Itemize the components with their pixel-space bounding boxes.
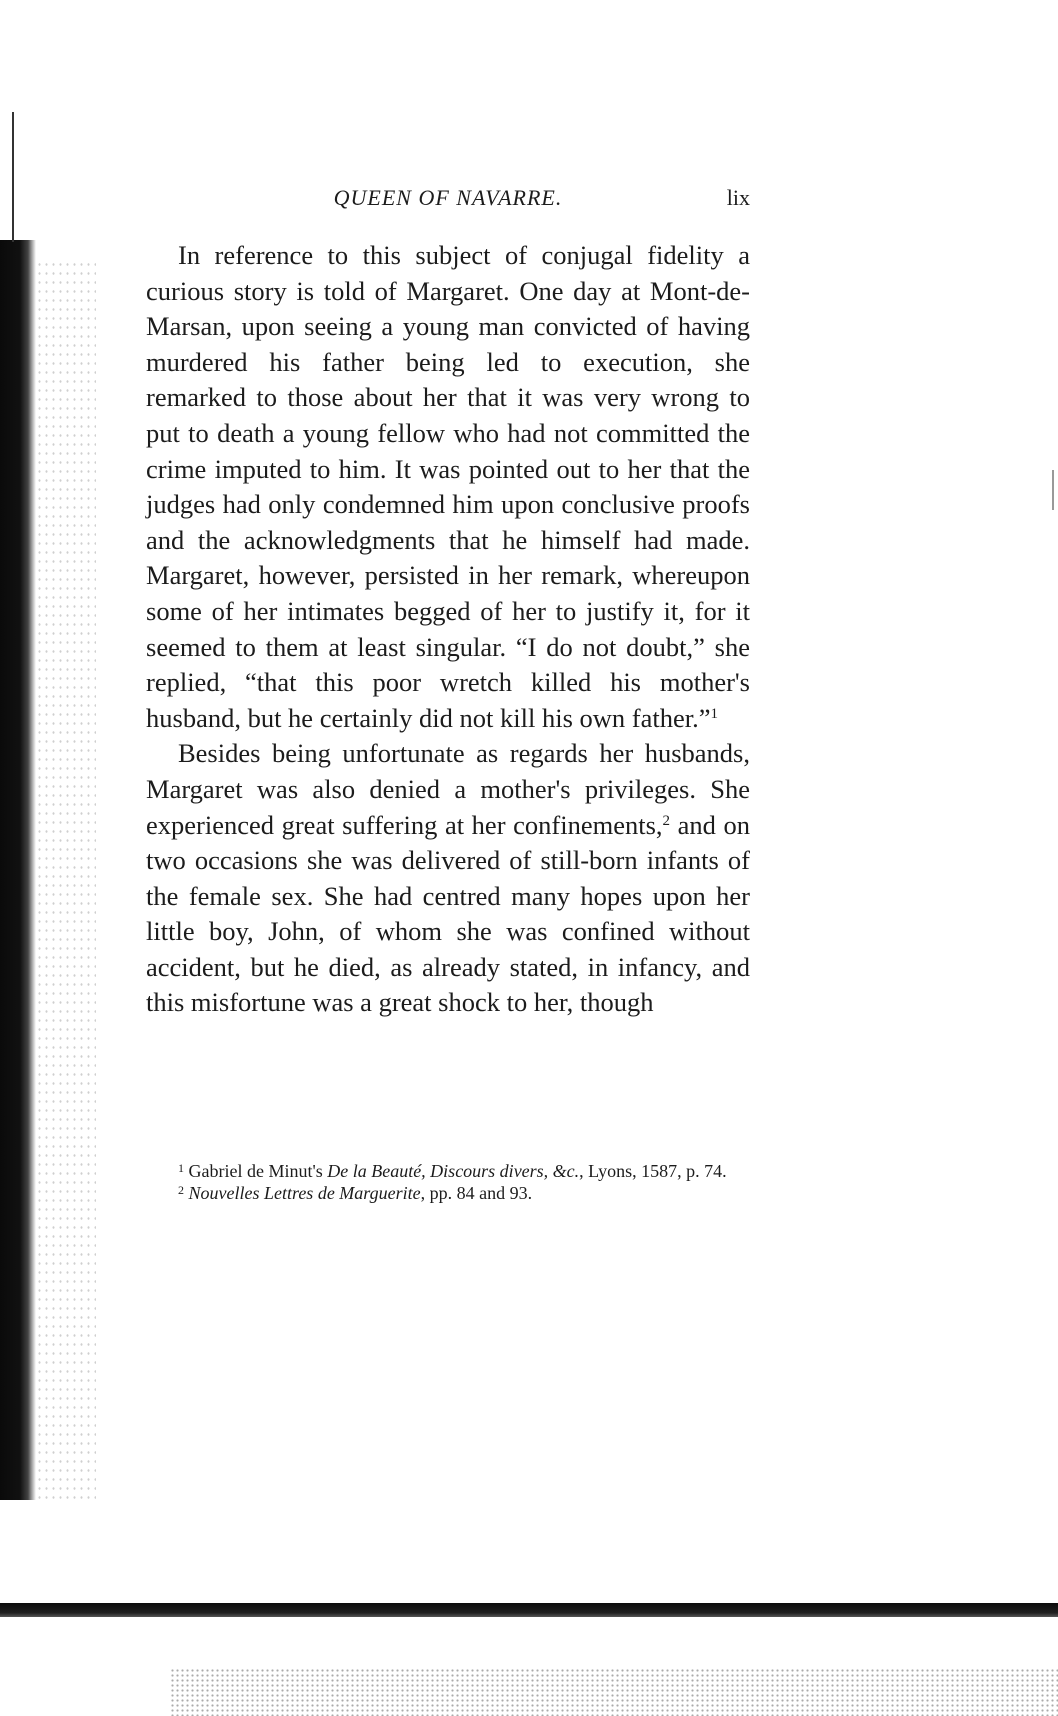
paragraph-2-text-a: Besides being unfortunate as regards her husbands, Margaret was also denied a mother's privileges. She experienced great suffering at her confinements, [146,738,750,840]
scan-mark-right [1052,470,1054,510]
footnote-ref-1: 1 [710,705,718,722]
footnote-2-title: Nouvelles Lettres de Marguerite [188,1183,421,1203]
paragraph-1 [146,238,750,736]
paragraph-2 [146,736,750,1021]
footnote-2-number: 2 [178,1183,184,1197]
scan-shadow-bottom [0,1603,1058,1617]
page-header [146,185,750,221]
body-text [146,238,750,1021]
footnote-ref-2: 2 [662,812,671,829]
footnote-1-title: De la Beauté, Discours divers, &c. [327,1161,580,1181]
paragraph-1-text: In reference to this subject of conjugal fidelity a curious story is told of Margaret. One day at Mont-de-Marsan, upon seeing a young man convicted of having murdered his father being led to execution, she remarked to those about her that it was very wrong to put to death a young fellow who had not committed the crime imputed to him. It was pointed out to her that the judges had only condemned him upon conclusive proofs and the acknowledgments that he himself had made. Margaret, however, persisted in her remark, whereupon some of her intimates begged of her to justify it, for it seemed to them at least singular. “I do not doubt,” she replied, “that this poor wretch killed his mother's husband, but he certainly did not kill his own father.” [146,240,750,733]
scan-noise-bottom [170,1668,1058,1716]
paragraph-2-text-b: and on two occasions she was delivered of still-born infants of the female sex. She had centred many hopes upon her little boy, John, of whom she was confined without accident, but he died, as already stated, in infancy, and this misfortune was a great shock to her, though [146,809,750,1018]
running-head: QUEEN OF NAVARRE. [333,185,563,210]
footnote-1 [146,1160,750,1182]
scan-noise-left [36,260,96,1500]
footnote-2-post: , pp. 84 and 93. [420,1183,533,1203]
footnote-1-pre: Gabriel de Minut's [188,1161,328,1181]
footnote-1-post: , Lyons, 1587, p. 74. [579,1161,727,1181]
footnote-1-number: 1 [178,1161,184,1175]
scan-shadow-left [0,240,36,1500]
footnote-2 [146,1182,750,1204]
footnotes [146,1160,750,1204]
page-number: lix [726,185,750,210]
scan-line-left [12,112,14,242]
